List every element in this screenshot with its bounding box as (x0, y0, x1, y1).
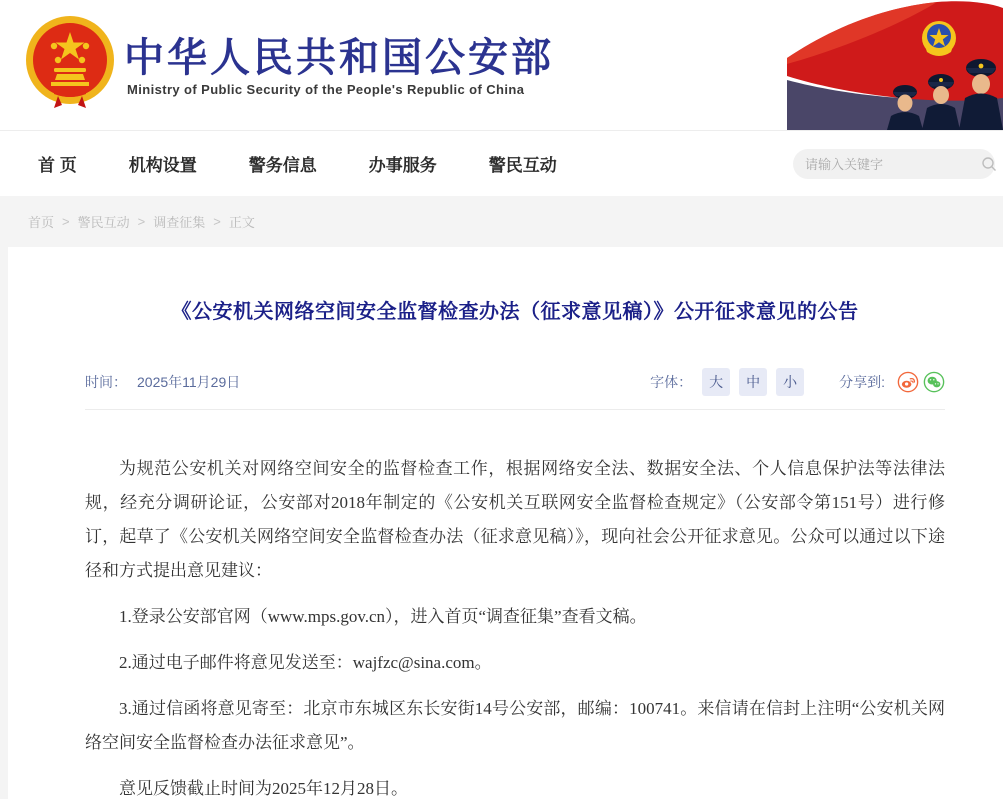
breadcrumb-survey[interactable]: 调查征集 (153, 215, 206, 230)
breadcrumb-home[interactable]: 首页 (28, 215, 55, 230)
nav-item-organization[interactable]: 机构设置 (128, 156, 197, 175)
wechat-share-icon[interactable] (923, 371, 945, 393)
search-input[interactable] (805, 157, 981, 172)
breadcrumb-current: 正文 (228, 215, 255, 230)
site-subtitle: Ministry of Public Security of the People's Republic of China (127, 82, 525, 97)
paragraph-channel-3: 3.通过信函将意见寄至：北京市东城区东长安街14号公安部，邮编：100741。来信请在信封上注明“公安机关网络空间安全监督检查办法征求意见”。 (85, 699, 945, 752)
share-label: 分享到: (839, 374, 885, 390)
site-header (0, 0, 1003, 130)
nav-item-interaction[interactable]: 警民互动 (488, 156, 557, 175)
font-size-medium-button[interactable]: 中 (739, 368, 767, 396)
font-size-large-button[interactable]: 大 (702, 368, 730, 396)
font-size-label: 字体： (650, 374, 693, 390)
article-title: 《公安机关网络空间安全监督检查办法（征求意见稿）》公开征求意见的公告 (171, 301, 859, 323)
paragraph-intro: 为规范公安机关对网络空间安全的监督检查工作，根据网络安全法、数据安全法、个人信息保护法等法律法规，经充分调研论证，公安部对2018年制定的《公安机关互联网安全监督检查规定》（公安部令第151号）进行修订，起草了《公安机关网络空间安全监督检查办法（征求意见稿）》，现向社会公开征求意见。公众可以通过以下途径和方式提出意见建议： (85, 459, 945, 580)
breadcrumb-interaction[interactable]: 警民互动 (77, 215, 130, 230)
search-box[interactable] (793, 149, 995, 179)
breadcrumb (0, 196, 1003, 247)
publish-date: 2025年11月29日 (137, 374, 241, 390)
breadcrumb-separator: > (137, 214, 146, 229)
nav-item-police-info[interactable]: 警务信息 (248, 156, 317, 175)
nav-item-home[interactable]: 首 页 (38, 156, 77, 175)
time-label: 时间： (85, 374, 127, 390)
paragraph-channel-2: 2.通过电子邮件将意见发送至：wajfzc@sina.com。 (119, 653, 492, 672)
search-icon[interactable] (981, 156, 997, 172)
police-officers-flag-image (787, 0, 1003, 130)
site-title: 中华人民共和国公安部 (124, 36, 554, 80)
article-card (8, 247, 1003, 799)
article-body (85, 452, 945, 799)
breadcrumb-separator: > (62, 214, 70, 229)
main-nav (0, 130, 1003, 196)
weibo-share-icon[interactable] (897, 371, 919, 393)
paragraph-deadline: 意见反馈截止时间为2025年12月28日。 (119, 779, 408, 798)
nav-item-services[interactable]: 办事服务 (368, 156, 437, 175)
meta-divider (85, 409, 945, 410)
paragraph-channel-1: 1.登录公安部官网（www.mps.gov.cn），进入首页“调查征集”查看文稿。 (119, 607, 647, 626)
font-size-small-button[interactable]: 小 (776, 368, 804, 396)
national-emblem-icon (24, 12, 116, 116)
article-meta-row (85, 368, 945, 396)
breadcrumb-separator: > (213, 214, 221, 229)
